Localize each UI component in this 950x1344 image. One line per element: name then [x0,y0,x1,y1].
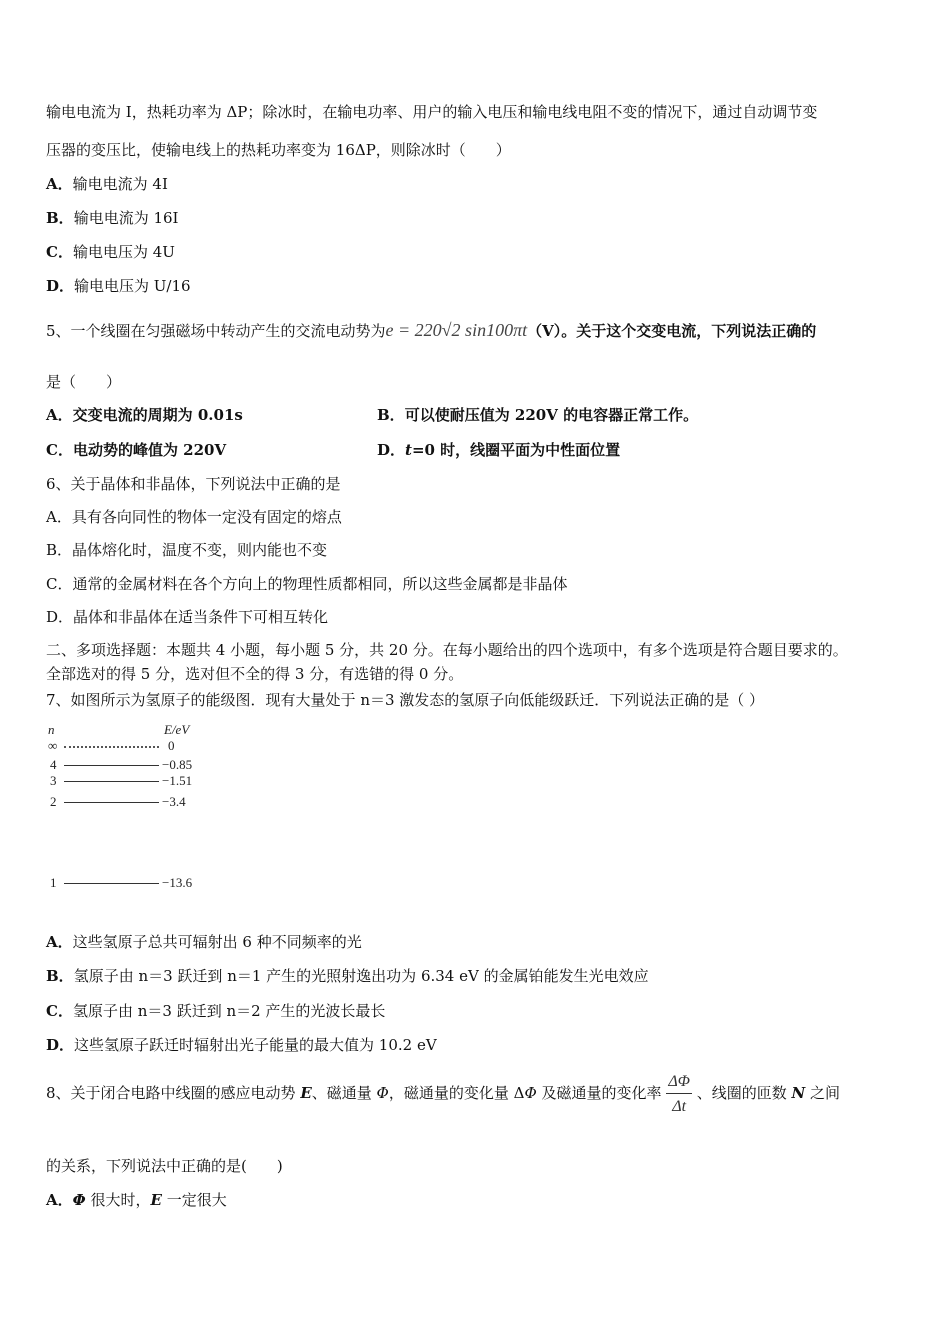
fraction-denominator: Δt [672,1097,687,1115]
level-n: 2 [50,794,57,809]
q5-stem-suffix: （V）。关于这个交变电流，下列说法正确的 [527,322,817,340]
q8-stem-line2: 的关系，下列说法中正确的是( ) [46,1157,283,1175]
option-text: 晶体熔化时，温度不变，则内能也不变 [72,541,328,559]
option-label: C． [46,575,73,593]
option-label: A． [46,1191,73,1209]
option-text: =0 时，线圈平面为中性面位置 [411,441,621,459]
option-label: B． [46,541,73,559]
option-text: 输电电压为 U/16 [74,277,191,295]
level-n: ∞ [48,738,58,753]
option-text: 氢原子由 n＝3 跃迁到 n＝2 产生的光波长最长 [72,1002,386,1020]
q8-text: 、磁通量 [311,1084,377,1102]
option-label: A． [46,406,73,424]
q8-text: 、线圈的匝数 [696,1084,792,1102]
option-text: 交变电流的周期为 0.01s [72,406,243,424]
energy-level-line [64,765,159,766]
option-text: 这些氢原子总共可辐射出 6 种不同频率的光 [72,933,362,951]
option-text: 输电电流为 4I [72,175,168,193]
q5-option-b [377,405,698,425]
q5-option-d [377,440,620,460]
q4-stem-line1: 输电电流为 I，热耗功率为 ΔP；除冰时，在输电功率、用户的输入电压和输电线电阻不变的情况下，通过自动调节变 [46,103,818,121]
q4-option-d [46,276,191,296]
energy-level-line [64,746,159,748]
energy-level-line [64,781,159,782]
option-label: A． [46,175,73,193]
n-axis-label: n [48,722,55,737]
q5-option-a [46,405,243,425]
option-text: 电动势的峰值为 220V [72,441,227,459]
energy-level-line [64,802,159,803]
option-label: D． [377,441,406,459]
q6-option-c [46,574,568,594]
q6-option-b [46,540,327,560]
option-label: D． [46,1036,75,1054]
fraction-numerator: ΔΦ [666,1073,692,1094]
option-label: A． [46,508,72,526]
option-label: B． [377,406,405,424]
option-text: 很大时， [85,1191,151,1209]
q8-var-e: E [300,1084,312,1102]
q8-text: 及磁通量的变化率 [536,1084,662,1102]
option-label: B． [46,967,74,985]
q4-option-c [46,242,175,262]
level-n: 4 [50,757,57,772]
option-text: 氢原子由 n＝3 跃迁到 n＝1 产生的光照射逸出功为 6.34 eV 的金属铂能发生光电效应 [73,967,649,985]
option-label: D． [46,277,75,295]
option-text: 输电电流为 16I [73,209,179,227]
option-variable: t [405,441,412,459]
q5-stem-line1 [46,320,816,341]
energy-axis-label: E/eV [164,722,190,737]
level-energy: −3.4 [162,794,186,809]
section2-heading-line1: 二、多项选择题：本题共 4 小题，每小题 5 分，共 20 分。在每小题给出的四个选项中，有多个选项是符合题目要求的。 [46,641,848,659]
option-text: 通常的金属材料在各个方向上的物理性质都相同，所以这些金属都是非晶体 [72,575,568,593]
option-text: 可以使耐压值为 220V 的电容器正常工作。 [404,406,699,424]
option-text: 输电电压为 4U [72,243,175,261]
q8-var-phi: Φ [524,1084,537,1102]
q7-option-b [46,966,649,986]
q6-option-a [46,507,342,527]
q6-stem: 6、关于晶体和非晶体，下列说法中正确的是 [46,475,341,493]
q8-text: ，磁通量的变化量 Δ [388,1084,525,1102]
option-label: C． [46,243,73,261]
option-text: 晶体和非晶体在适当条件下可相互转化 [73,608,329,626]
q8-text: 之间 [805,1084,840,1102]
option-label: C． [46,441,73,459]
q7-stem: 7、如图所示为氢原子的能级图．现有大量处于 n＝3 激发态的氢原子向低能级跃迁．下列说法正确的是（ ） [46,691,765,709]
level-energy: −13.6 [162,875,193,890]
q8-var-phi: Φ [376,1084,389,1102]
q5-stem-line2: 是（ ） [46,373,122,391]
q5-formula: e = 220√2 sin100πt [385,320,528,340]
level-energy: −1.51 [162,773,193,788]
q7-option-d [46,1035,437,1055]
option-var-e: E [150,1191,162,1209]
option-var-phi: Φ [72,1191,86,1209]
q8-flux-rate-fraction [666,1073,692,1116]
energy-level-diagram [46,722,206,897]
q7-option-a [46,932,362,952]
q8-text: 8、关于闭合电路中线圈的感应电动势 [46,1084,301,1102]
level-n: 1 [50,875,57,890]
q5-stem-prefix: 5、一个线圈在匀强磁场中转动产生的交流电动势为 [46,322,386,340]
q8-stem-line1 [46,1068,840,1118]
q4-stem-line2: 压器的变压比，使输电线上的热耗功率变为 16ΔP，则除冰时（ ） [46,141,511,159]
option-label: D． [46,608,74,626]
section2-heading-line2: 全部选对的得 5 分，选对但不全的得 3 分，有选错的得 0 分。 [46,665,464,683]
option-label: A． [46,933,73,951]
q7-option-c [46,1001,385,1021]
level-n: 3 [50,773,57,788]
level-energy: 0 [168,738,175,753]
option-text: 一定很大 [161,1191,227,1209]
q4-option-a [46,174,168,194]
q5-option-c [46,440,226,460]
q4-option-b [46,208,178,228]
q8-option-a [46,1190,227,1210]
option-text: 具有各向同性的物体一定没有固定的熔点 [71,508,342,526]
level-energy: −0.85 [162,757,193,772]
q6-option-d [46,607,328,627]
q8-var-n: N [791,1084,806,1102]
option-text: 这些氢原子跃迁时辐射出光子能量的最大值为 10.2 eV [74,1036,437,1054]
option-label: C． [46,1002,73,1020]
option-label: B． [46,209,74,227]
energy-level-line [64,883,159,884]
